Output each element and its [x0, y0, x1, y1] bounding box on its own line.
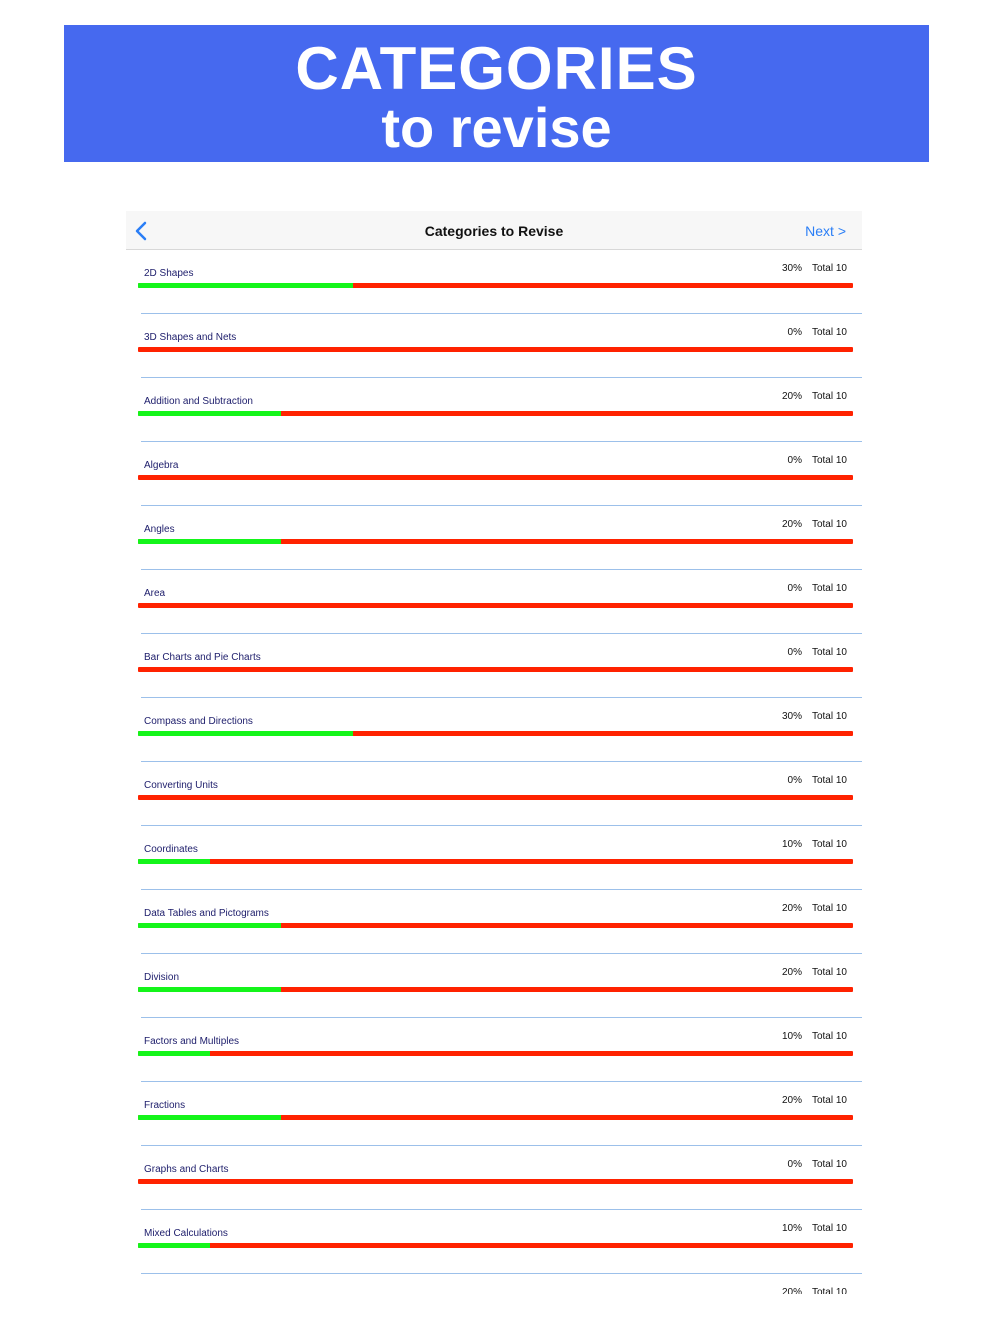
list-item[interactable] [141, 1146, 862, 1210]
progress-bar [138, 283, 853, 288]
category-name: Mixed Calculations [144, 1228, 228, 1239]
progress-fill [138, 923, 281, 928]
list-item[interactable] [141, 250, 862, 314]
percent-label: 30% [781, 711, 802, 722]
category-stats [788, 455, 847, 466]
category-name: Coordinates [144, 844, 198, 855]
list-item[interactable] [141, 442, 862, 506]
progress-bar [138, 1243, 853, 1248]
category-name: 3D Shapes and Nets [144, 332, 237, 343]
banner-subtitle: to revise [381, 96, 612, 159]
progress-bar [138, 987, 853, 992]
navigation-bar [126, 211, 862, 250]
total-label: Total 10 [811, 1031, 847, 1042]
category-list[interactable] [126, 250, 862, 1294]
total-label: Total 10 [811, 1159, 847, 1170]
progress-bar [138, 731, 853, 736]
category-stats [782, 519, 847, 530]
list-item[interactable] [141, 954, 862, 1018]
progress-fill [138, 283, 353, 288]
category-name: 2D Shapes [144, 268, 194, 279]
category-name: Angles [144, 524, 175, 535]
next-button[interactable]: Next > [805, 223, 846, 239]
list-item[interactable] [141, 314, 862, 378]
category-stats [788, 327, 847, 338]
list-item[interactable] [141, 1210, 862, 1274]
progress-fill [138, 1051, 210, 1056]
list-item[interactable] [141, 1274, 862, 1294]
category-stats [782, 391, 847, 402]
progress-bar [138, 347, 853, 352]
percent-label: 20% [781, 903, 802, 914]
category-stats [782, 839, 847, 850]
total-label: Total 10 [811, 455, 847, 466]
percent-label: 30% [781, 263, 802, 274]
page-title: Categories to Revise [424, 223, 564, 239]
progress-bar [138, 475, 853, 480]
list-item[interactable] [141, 826, 862, 890]
progress-bar [138, 923, 853, 928]
list-item[interactable] [141, 570, 862, 634]
category-stats [782, 711, 847, 722]
category-name: Area [144, 588, 166, 599]
category-stats [788, 775, 847, 786]
percent-label: 10% [781, 1031, 802, 1042]
category-stats [788, 583, 847, 594]
banner-title: CATEGORIES [295, 35, 698, 102]
percent-label: 20% [781, 967, 802, 978]
list-item[interactable] [141, 762, 862, 826]
percent-label: 20% [781, 391, 802, 402]
list-item[interactable] [141, 1082, 862, 1146]
progress-bar [138, 795, 853, 800]
category-stats [782, 263, 847, 274]
percent-label: 20% [781, 1287, 802, 1294]
progress-bar [138, 411, 853, 416]
percent-label: 20% [781, 519, 802, 530]
category-name: Bar Charts and Pie Charts [144, 652, 261, 663]
category-name: Fractions [144, 1100, 186, 1111]
category-name: Division [144, 972, 180, 983]
percent-label: 0% [787, 583, 802, 594]
percent-label: 0% [787, 775, 802, 786]
category-stats [782, 1031, 847, 1042]
list-item[interactable] [141, 1018, 862, 1082]
progress-fill [138, 987, 281, 992]
category-stats [782, 1095, 847, 1106]
total-label: Total 10 [811, 1287, 847, 1294]
list-item[interactable] [141, 634, 862, 698]
list-item[interactable] [141, 890, 862, 954]
total-label: Total 10 [811, 519, 847, 530]
category-stats [782, 967, 847, 978]
total-label: Total 10 [811, 775, 847, 786]
percent-label: 20% [781, 1095, 802, 1106]
progress-bar [138, 667, 853, 672]
category-name: Addition and Subtraction [144, 396, 253, 407]
total-label: Total 10 [811, 391, 847, 402]
total-label: Total 10 [811, 903, 847, 914]
total-label: Total 10 [811, 967, 847, 978]
progress-bar [138, 1115, 853, 1120]
total-label: Total 10 [811, 583, 847, 594]
total-label: Total 10 [811, 1095, 847, 1106]
percent-label: 10% [781, 839, 802, 850]
list-item[interactable] [141, 698, 862, 762]
percent-label: 0% [787, 455, 802, 466]
total-label: Total 10 [811, 263, 847, 274]
category-name: Data Tables and Pictograms [144, 908, 269, 919]
list-item[interactable] [141, 506, 862, 570]
total-label: Total 10 [811, 647, 847, 658]
percent-label: 0% [787, 327, 802, 338]
progress-fill [138, 1243, 210, 1248]
category-name: Compass and Directions [144, 716, 253, 727]
progress-bar [138, 1179, 853, 1184]
list-item[interactable] [141, 378, 862, 442]
progress-fill [138, 731, 353, 736]
category-name: Factors and Multiples [144, 1036, 240, 1047]
progress-bar [138, 1051, 853, 1056]
progress-bar [138, 539, 853, 544]
progress-fill [138, 1115, 281, 1120]
total-label: Total 10 [811, 839, 847, 850]
total-label: Total 10 [811, 1223, 847, 1234]
category-name: Converting Units [144, 780, 218, 791]
promo-banner [64, 25, 929, 162]
category-stats [782, 1223, 847, 1234]
category-stats [788, 1159, 847, 1170]
progress-bar [138, 859, 853, 864]
category-name: Graphs and Charts [144, 1164, 229, 1175]
progress-bar [138, 603, 853, 608]
percent-label: 0% [787, 647, 802, 658]
total-label: Total 10 [811, 711, 847, 722]
category-stats [782, 903, 847, 914]
category-stats [782, 1287, 847, 1294]
percent-label: 0% [787, 1159, 802, 1170]
category-stats [788, 647, 847, 658]
progress-fill [138, 411, 281, 416]
progress-fill [138, 859, 210, 864]
category-name: Algebra [144, 460, 179, 471]
progress-fill [138, 539, 281, 544]
total-label: Total 10 [811, 327, 847, 338]
percent-label: 10% [781, 1223, 802, 1234]
app-screen [126, 211, 862, 1294]
